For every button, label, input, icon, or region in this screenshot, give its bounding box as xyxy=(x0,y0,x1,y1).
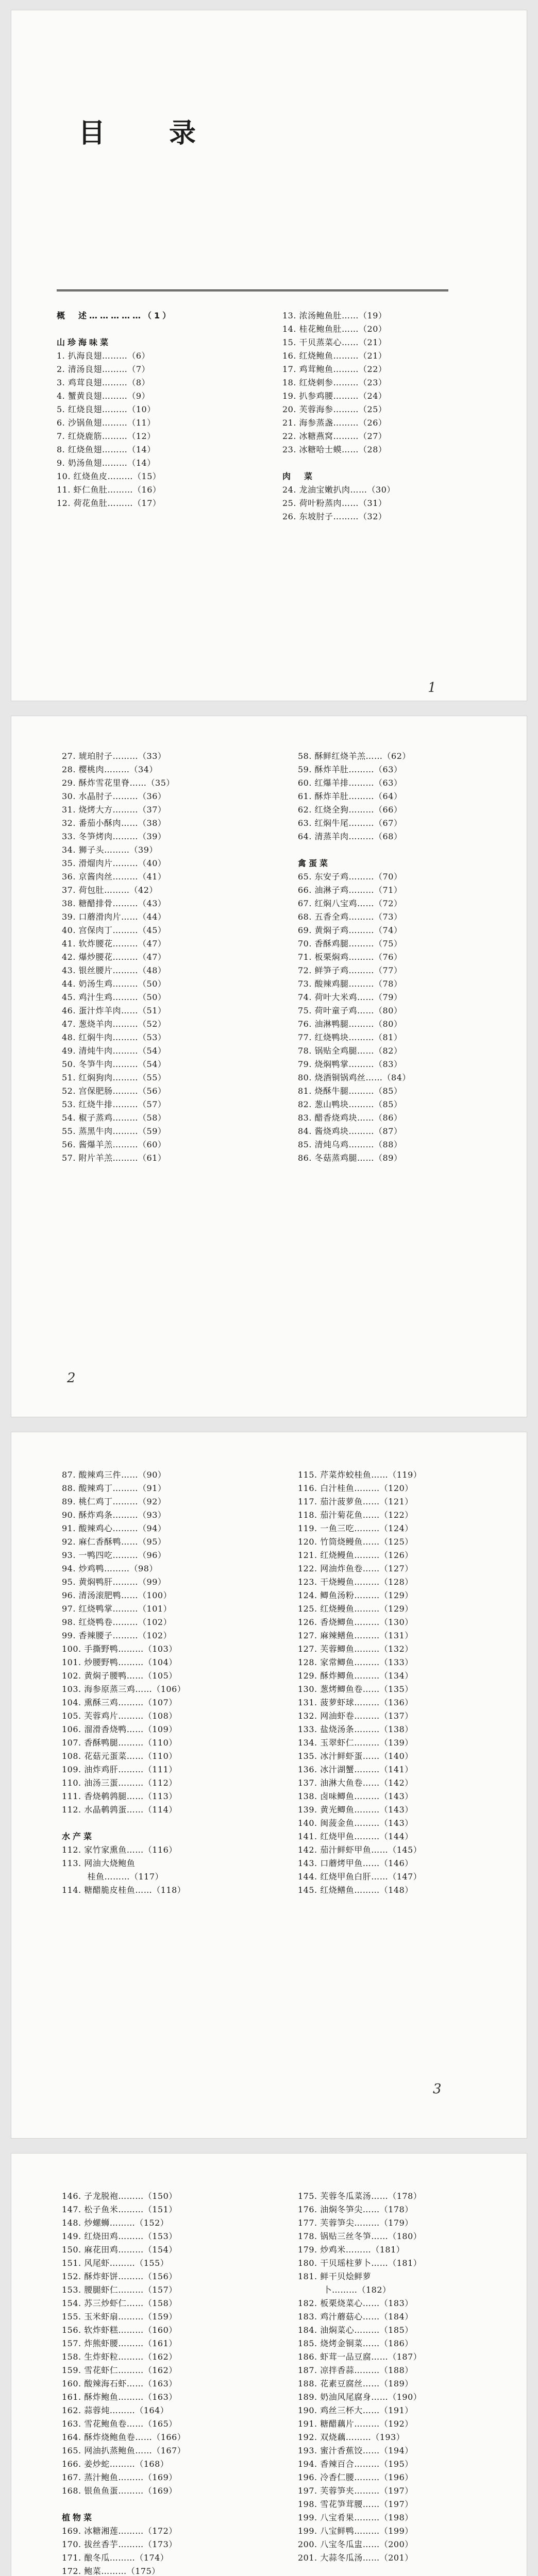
toc-entry[interactable]: 185. 烧烤金铜菜……（186） xyxy=(298,2338,413,2348)
toc-entry[interactable]: 126. 香烧鲫鱼………（130） xyxy=(298,1617,413,1627)
toc-entry[interactable]: 176. 油焖冬笋尖……（178） xyxy=(298,2205,413,2214)
toc-entry[interactable]: 8. 红烧鱼翅………（14） xyxy=(57,445,156,454)
toc-entry[interactable]: 77. 红烧鸭块………（81） xyxy=(298,1032,402,1042)
toc-entry[interactable]: 139. 黄光鲫鱼………（143） xyxy=(298,1805,413,1815)
section-heading[interactable]: 山珍海味菜 xyxy=(57,337,111,347)
toc-entry[interactable]: 94. 炒鸡鸭………（98） xyxy=(62,1564,158,1573)
toc-entry[interactable]: 14. 桂花鲍鱼肚……（20） xyxy=(282,324,387,334)
page-number: 1 xyxy=(428,680,436,696)
spacer xyxy=(298,2565,422,2576)
toc-entry[interactable]: 167. 蒸汁鲍鱼………（169） xyxy=(62,2472,177,2482)
toc-entry[interactable]: 198. 雪花笋茸腰……（197） xyxy=(298,2499,413,2509)
toc-entry[interactable]: 40. 宫保肉丁………（45） xyxy=(62,925,166,935)
toc-entry[interactable]: 91. 酸辣鸡心………（94） xyxy=(62,1523,166,1533)
toc-entry[interactable]: 107. 香酥鸭腿………（110） xyxy=(62,1738,177,1748)
toc-entry[interactable]: 101. 炒腰野鸭………（104） xyxy=(62,1657,177,1667)
spacer xyxy=(62,1817,186,1830)
toc-entry[interactable]: 34. 狮子头………（39） xyxy=(62,845,158,855)
toc-entry[interactable]: 81. 烧酥牛腿………（85） xyxy=(298,1086,402,1096)
spacer xyxy=(62,2498,186,2511)
toc-entry[interactable]: 10. 红烧鱼皮………（15） xyxy=(57,471,161,481)
toc-entry[interactable]: 162. 蒜蓉炖………（164） xyxy=(62,2405,169,2415)
toc-entry[interactable]: 177. 芙蓉笋尖………（179） xyxy=(298,2218,413,2228)
toc-column xyxy=(57,309,173,510)
toc-entry[interactable]: 7. 红烧鹿筋………（12） xyxy=(57,431,156,441)
toc-entry[interactable]: 38. 糖醋排骨………（43） xyxy=(62,899,166,908)
title-rule xyxy=(57,290,448,291)
toc-entry[interactable]: 52. 宫保肥肠………（56） xyxy=(62,1086,166,1096)
toc-entry[interactable]: 59. 酥炸羊肚………（63） xyxy=(298,765,402,774)
toc-entry[interactable]: 88. 酸辣鸡丁………（91） xyxy=(62,1483,166,1493)
toc-entry[interactable]: 117. 茄汁菠萝鱼……（121） xyxy=(298,1497,413,1506)
toc-entry[interactable]: 12. 荷花鱼肚………（17） xyxy=(57,498,161,508)
toc-entry[interactable]: 62. 红烧全狗………（66） xyxy=(298,805,402,815)
toc-entry[interactable]: 37. 荷包肚………（42） xyxy=(62,885,158,895)
toc-entry[interactable]: 194. 香辣百合………（195） xyxy=(298,2459,413,2469)
toc-entry[interactable]: 108. 花菇元蛋菜……（110） xyxy=(62,1751,177,1761)
toc-entry[interactable]: 4. 蟹黄良翅………（9） xyxy=(57,391,150,401)
toc-entry[interactable]: 141. 红烧甲鱼………（144） xyxy=(298,1832,413,1841)
toc-entry[interactable]: 26. 东坡肘子………（32） xyxy=(282,512,387,521)
page-number: 3 xyxy=(433,2081,442,2097)
toc-entry[interactable]: 95. 黄焖鸭肝………（99） xyxy=(62,1577,166,1587)
toc-entry[interactable]: 75. 荷叶童子鸡……（80） xyxy=(298,1006,402,1015)
toc-column xyxy=(298,750,411,1165)
toc-entry[interactable]: 56. 酱爆羊羔………（60） xyxy=(62,1140,166,1149)
toc-entry[interactable]: 172. 鲍菜………（175） xyxy=(62,2566,160,2576)
toc-entry[interactable]: 6. 沙锅鱼翅………（11） xyxy=(57,418,156,428)
toc-entry[interactable]: 115. 芹菜炸蛟桂鱼……（119） xyxy=(298,1470,422,1480)
toc-entry[interactable]: 144. 红烧甲鱼白肝……（147） xyxy=(298,1872,422,1882)
toc-entry[interactable]: 182. 板栗烧菜心……（183） xyxy=(298,2298,413,2308)
toc-entry[interactable]: 89. 桃仁鸡丁………（92） xyxy=(62,1497,166,1506)
toc-entry[interactable]: 78. 锅贴全鸡腿……（82） xyxy=(298,1046,402,1056)
toc-entry[interactable]: 35. 滑熘肉片………（40） xyxy=(62,858,166,868)
toc-entry[interactable]: 118. 茄汁菊花鱼……（122） xyxy=(298,1510,413,1520)
toc-column xyxy=(298,1468,422,1897)
toc-entry[interactable]: 199. 八宝肴果………（198） xyxy=(298,2513,413,2522)
toc-entry[interactable]: 16. 红烧鲍鱼………（21） xyxy=(282,351,387,361)
toc-entry[interactable]: 168. 银鱼鱼蛋………（169） xyxy=(62,2486,177,2496)
toc-entry[interactable]: 25. 荷叶粉蒸肉……（31） xyxy=(282,498,387,508)
toc-entry[interactable]: 21. 海参蒸盏………（26） xyxy=(282,418,387,428)
toc-entry[interactable]: 157. 炸熊虾腰………（161） xyxy=(62,2338,177,2348)
spacer xyxy=(57,323,173,336)
toc-entry[interactable]: 151. 风尾虾………（155） xyxy=(62,2258,169,2268)
toc-entry[interactable]: 47. 葱烧羊肉………（52） xyxy=(62,1019,166,1029)
toc-column xyxy=(282,309,395,523)
toc-entry[interactable]: 160. 酸辣海石虾……（163） xyxy=(62,2379,177,2388)
section-heading[interactable]: 水产菜 xyxy=(62,1832,95,1841)
toc-entry[interactable]: 73. 酸辣鸡腿………（78） xyxy=(298,979,402,989)
toc-entry[interactable]: 66. 油淋子鸡………（71） xyxy=(298,885,402,895)
toc-entry[interactable]: 27. 琥珀肘子………（33） xyxy=(62,751,166,761)
toc-entry[interactable]: 72. 鲜笋子鸡………（77） xyxy=(298,965,402,975)
toc-entry[interactable]: 1. 扒海良翅………（6） xyxy=(57,351,150,361)
toc-entry[interactable]: 20. 芙蓉海参………（25） xyxy=(282,404,387,414)
toc-entry[interactable]: 148. 炒螺蛳………（152） xyxy=(62,2218,169,2228)
toc-entry[interactable]: 116. 白汁桂鱼………（120） xyxy=(298,1483,413,1493)
toc-entry[interactable]: 46. 蛋汁炸羊肉……（51） xyxy=(62,1006,166,1015)
toc-entry[interactable]: 124. 鲫鱼汤粉………（129） xyxy=(298,1590,413,1600)
toc-entry[interactable]: 199. 八宝鲜鸭………（199） xyxy=(298,2526,413,2536)
spacer xyxy=(298,843,411,857)
toc-entry[interactable]: 85. 清炖乌鸡………（88） xyxy=(298,1140,402,1149)
toc-entry[interactable]: 138. 卤味鲫鱼………（143） xyxy=(298,1791,413,1801)
toc-entry[interactable]: 200. 八宝冬瓜盅……（200） xyxy=(298,2539,413,2549)
toc-entry[interactable]: 67. 红焖八宝鸡……（72） xyxy=(298,899,402,908)
toc-entry[interactable]: 92. 麻仁香酥鸭……（95） xyxy=(62,1537,166,1547)
toc-entry[interactable]: 114. 糖醋脆皮桂鱼……（118） xyxy=(62,1885,186,1895)
toc-entry[interactable]: 137. 油淋大鱼卷……（142） xyxy=(298,1778,413,1788)
toc-entry[interactable]: 192. 双烧藕………（193） xyxy=(298,2432,405,2442)
toc-entry[interactable]: 175. 芙蓉冬瓜菜汤……（178） xyxy=(298,2191,422,2201)
toc-entry[interactable]: 76. 油淋鸭腿………（80） xyxy=(298,1019,402,1029)
toc-entry[interactable]: 卜………（182） xyxy=(298,2285,391,2295)
toc-entry[interactable]: 187. 凉拌香蒜………（188） xyxy=(298,2365,413,2375)
toc-entry[interactable]: 132. 网油虾卷………（137） xyxy=(298,1711,413,1721)
toc-entry[interactable]: 53. 红烧牛排………（57） xyxy=(62,1099,166,1109)
toc-entry[interactable]: 166. 姜炒蛇………（168） xyxy=(62,2459,169,2469)
toc-entry[interactable]: 164. 酥炸烧鲍鱼卷……（166） xyxy=(62,2432,186,2442)
toc-entry[interactable]: 30. 水晶肘子………（36） xyxy=(62,791,166,801)
toc-entry[interactable]: 105. 芙蓉鸡片………（108） xyxy=(62,1711,177,1721)
toc-entry[interactable]: 54. 椒子蒸鸡………（58） xyxy=(62,1113,166,1123)
toc-entry[interactable]: 39. 口蘑滑肉片……（44） xyxy=(62,912,166,922)
toc-entry[interactable]: 5. 红烧良翅………（10） xyxy=(57,404,156,414)
toc-entry[interactable]: 28. 樱桃肉………（34） xyxy=(62,765,158,774)
toc-entry[interactable]: 142. 茄汁鲜虾甲鱼……（145） xyxy=(298,1845,422,1855)
toc-entry[interactable]: 60. 红爆羊排………（63） xyxy=(298,778,402,788)
toc-entry[interactable]: 22. 冰糖燕窝………（27） xyxy=(282,431,387,441)
toc-entry[interactable]: 184. 油焖菜心………（185） xyxy=(298,2325,413,2335)
toc-entry[interactable]: 188. 花素豆腐丝……（189） xyxy=(298,2379,413,2388)
toc-entry[interactable]: 143. 口蘑烤甲鱼……（146） xyxy=(298,1858,413,1868)
toc-entry[interactable]: 120. 竹筒烧鳗鱼……（125） xyxy=(298,1537,413,1547)
toc-entry[interactable]: 201. 大蒜冬瓜汤……（201） xyxy=(298,2553,413,2563)
toc-entry[interactable]: 44. 奶汤生鸡………（50） xyxy=(62,979,166,989)
toc-entry[interactable]: 129. 酥炸鲫鱼………（134） xyxy=(298,1671,413,1681)
toc-entry[interactable]: 96. 清汤滚肥鸭……（100） xyxy=(62,1590,172,1600)
section-heading[interactable]: 肉 菜 xyxy=(282,471,315,481)
toc-column xyxy=(298,2190,422,2576)
toc-entry[interactable]: 189. 奶油风尾腐身……（190） xyxy=(298,2392,422,2402)
toc-entry[interactable]: 36. 京酱肉丝………（41） xyxy=(62,872,166,882)
page-title: 目 录 xyxy=(78,118,215,149)
toc-entry[interactable]: 123. 干烧鳗鱼………（128） xyxy=(298,1577,413,1587)
toc-entry[interactable]: 191. 糖醋藕片………（192） xyxy=(298,2419,413,2429)
toc-entry[interactable]: 136. 冰汁湖蟹………（141） xyxy=(298,1765,413,1774)
toc-entry[interactable]: 3. 鸡茸良翅………（8） xyxy=(57,378,150,387)
toc-entry[interactable]: 79. 烧焖鸭掌………（83） xyxy=(298,1059,402,1069)
toc-entry[interactable]: 17. 鸡茸鲍鱼………（22） xyxy=(282,364,387,374)
toc-entry[interactable]: 128. 家常鲫鱼………（133） xyxy=(298,1657,413,1667)
toc-entry[interactable]: 103. 海参原蒸三鸡……（106） xyxy=(62,1684,186,1694)
toc-entry[interactable]: 134. 玉翠虾仁………（139） xyxy=(298,1738,413,1748)
toc-entry[interactable]: 133. 盐烧汤条………（138） xyxy=(298,1724,413,1734)
toc-entry[interactable]: 106. 溜滑香烧鸭……（109） xyxy=(62,1724,177,1734)
toc-entry[interactable]: 165. 网油扒蒸鲍鱼……（167） xyxy=(62,2446,186,2455)
toc-entry[interactable]: 65. 东安子鸡………（70） xyxy=(298,872,402,882)
toc-entry[interactable]: 161. 酥炸鲍鱼………（163） xyxy=(62,2392,177,2402)
toc-entry[interactable]: 82. 葱山鸭块………（85） xyxy=(298,1099,402,1109)
toc-column xyxy=(62,1468,186,1897)
toc-entry[interactable]: 61. 酥炸羊肚………（64） xyxy=(298,791,402,801)
toc-entry[interactable]: 156. 软炸虾糕………（160） xyxy=(62,2325,177,2335)
toc-entry[interactable]: 32. 番茄小酥肉……（38） xyxy=(62,818,166,828)
toc-entry[interactable]: 190. 鸡丝三杯大……（191） xyxy=(298,2405,413,2415)
toc-entry[interactable]: 64. 清蒸羊肉………（68） xyxy=(298,832,402,841)
toc-entry[interactable]: 179. 炒鸡米………（181） xyxy=(298,2245,405,2255)
toc-entry[interactable]: 113. 网油大烧鲍鱼 xyxy=(62,1858,136,1868)
toc-entry[interactable]: 146. 子龙脱袍………（150） xyxy=(62,2191,177,2201)
toc-column xyxy=(62,2190,186,2576)
toc-entry[interactable]: 29. 酥炸雪花里脊……（35） xyxy=(62,778,175,788)
toc-entry[interactable]: 158. 生炸虾粒………（162） xyxy=(62,2352,177,2362)
toc-entry[interactable]: 57. 附片羊羔………（61） xyxy=(62,1153,166,1163)
toc-entry[interactable]: 109. 油炸鸡肝………（111） xyxy=(62,1765,177,1774)
toc-entry[interactable]: 163. 雪花鲍鱼卷……（165） xyxy=(62,2419,177,2429)
toc-entry[interactable]: 119. 一鱼三吃………（124） xyxy=(298,1523,413,1533)
toc-entry[interactable]: 71. 板栗焖鸡………（76） xyxy=(298,952,402,962)
toc-entry[interactable]: 135. 冰汁鲜虾蛋……（140） xyxy=(298,1751,413,1761)
spacer xyxy=(282,456,395,470)
toc-entry[interactable]: 86. 冬菇蒸鸡腿……（89） xyxy=(298,1153,402,1163)
toc-entry[interactable]: 11. 虾仁鱼肚………（16） xyxy=(57,485,161,495)
toc-entry[interactable]: 145. 红烧鳝鱼………（148） xyxy=(298,1885,413,1895)
toc-column xyxy=(62,750,175,1165)
toc-entry[interactable]: 140. 闽菠金鱼………（143） xyxy=(298,1818,413,1828)
toc-entry[interactable]: 121. 红烧鳗鱼………（126） xyxy=(298,1550,413,1560)
toc-entry[interactable]: 74. 荷叶大米鸡……（79） xyxy=(298,992,402,1002)
toc-entry[interactable]: 33. 冬笋烤肉………（39） xyxy=(62,832,166,841)
toc-entry[interactable]: 193. 蜜汁香蕉饺……（194） xyxy=(298,2446,413,2455)
toc-entry[interactable]: 24. 龙油宝嫩扒肉……（30） xyxy=(282,485,395,495)
toc-entry[interactable]: 112. 家竹家熏鱼……（116） xyxy=(62,1845,177,1855)
toc-entry[interactable]: 69. 黄焖子鸡………（74） xyxy=(298,925,402,935)
section-heading[interactable]: 禽蛋菜 xyxy=(298,858,331,868)
toc-entry[interactable]: 98. 红烧鸭卷………（102） xyxy=(62,1617,172,1627)
toc-entry[interactable]: 49. 清炖牛肉………（54） xyxy=(62,1046,166,1056)
toc-entry[interactable]: 196. 冷香仁腰………（196） xyxy=(298,2472,413,2482)
toc-entry[interactable]: 104. 熏酥三鸡………（107） xyxy=(62,1698,177,1707)
toc-entry[interactable]: 149. 红烧田鸡………（153） xyxy=(62,2231,177,2241)
toc-entry[interactable]: 99. 香辣腰子………（102） xyxy=(62,1631,172,1640)
title-rule-thin xyxy=(57,291,448,292)
toc-entry[interactable]: 122. 网油炸鱼卷……（127） xyxy=(298,1564,413,1573)
toc-entry[interactable]: 186. 虾茸一品豆腐……（187） xyxy=(298,2352,422,2362)
toc-entry[interactable]: 50. 冬笋牛肉………（54） xyxy=(62,1059,166,1069)
toc-entry[interactable]: 178. 锅贴三丝冬笋……（180） xyxy=(298,2231,422,2241)
toc-entry[interactable]: 147. 松子鱼米………（151） xyxy=(62,2205,177,2214)
section-heading[interactable]: 植物菜 xyxy=(62,2513,95,2522)
toc-entry[interactable]: 18. 红烧刺参………（23） xyxy=(282,378,387,387)
toc-entry[interactable]: 41. 软炸腰花………（47） xyxy=(62,939,166,948)
toc-entry[interactable]: 桂鱼………（117） xyxy=(62,1872,164,1882)
toc-entry[interactable]: 171. 酿冬瓜………（174） xyxy=(62,2553,169,2563)
toc-entry[interactable]: 169. 冰糖湘莲………（172） xyxy=(62,2526,177,2536)
toc-entry[interactable]: 155. 玉米虾扇………（159） xyxy=(62,2312,177,2321)
toc-entry[interactable]: 63. 红焖牛尾………（67） xyxy=(298,818,402,828)
page-number: 2 xyxy=(67,1370,76,1386)
toc-entry[interactable]: 159. 雪花虾仁………（162） xyxy=(62,2365,177,2375)
toc-entry[interactable]: 70. 香酥鸡腿………（75） xyxy=(298,939,402,948)
toc-entry[interactable]: 127. 芙蓉鲫鱼………（132） xyxy=(298,1644,413,1654)
toc-entry[interactable]: 197. 芙蓉笋夹………（197） xyxy=(298,2486,413,2496)
toc-entry[interactable]: 48. 红焖牛肉………（53） xyxy=(62,1032,166,1042)
toc-entry[interactable]: 102. 黄焖子腰鸭……（105） xyxy=(62,1671,177,1681)
toc-entry[interactable]: 150. 麻花田鸡………（154） xyxy=(62,2245,177,2255)
section-heading[interactable]: 概 述……………（1） xyxy=(57,311,174,320)
toc-entry[interactable]: 127. 麻辣鳝鱼………（131） xyxy=(298,1631,413,1640)
toc-entry[interactable]: 23. 冰糖哈士蟆……（28） xyxy=(282,445,387,454)
toc-entry[interactable]: 154. 苏三炒虾仁……（158） xyxy=(62,2298,177,2308)
toc-entry[interactable]: 19. 扒参鸡腰………（24） xyxy=(282,391,387,401)
toc-entry[interactable]: 83. 醋香烧鸡块……（86） xyxy=(298,1113,402,1123)
toc-entry[interactable]: 111. 香烧鹌鹑腿……（113） xyxy=(62,1791,177,1801)
toc-entry[interactable]: 58. 酥鲜红烧羊羔……（62） xyxy=(298,751,411,761)
toc-entry[interactable]: 31. 烧烤大方………（37） xyxy=(62,805,166,815)
toc-entry[interactable]: 13. 浓汤鲍鱼肚……（19） xyxy=(282,311,387,320)
toc-entry[interactable]: 125. 红烧鳗鱼………（129） xyxy=(298,1604,413,1614)
toc-entry[interactable]: 15. 干贝蒸菜心……（21） xyxy=(282,337,387,347)
toc-entry[interactable]: 80. 烧酒铜锅鸡丝……（84） xyxy=(298,1073,411,1082)
toc-entry[interactable]: 45. 鸡汁生鸡………（50） xyxy=(62,992,166,1002)
toc-entry[interactable]: 55. 蒸黑牛肉………（59） xyxy=(62,1126,166,1136)
toc-entry[interactable]: 93. 一鸭四吃………（96） xyxy=(62,1550,166,1560)
toc-entry[interactable]: 90. 酥炸鸡条………（93） xyxy=(62,1510,166,1520)
toc-entry[interactable]: 131. 菠萝虾球………（136） xyxy=(298,1698,413,1707)
toc-entry[interactable]: 2. 清汤良翅………（7） xyxy=(57,364,150,374)
toc-entry[interactable]: 51. 红焖狗肉………（55） xyxy=(62,1073,166,1082)
toc-entry[interactable]: 181. 鲜干贝烩鲜萝 xyxy=(298,2272,372,2281)
toc-entry[interactable]: 110. 油汤三蛋………（112） xyxy=(62,1778,177,1788)
toc-entry[interactable]: 68. 五香全鸡………（73） xyxy=(298,912,402,922)
toc-entry[interactable]: 43. 银丝腰片………（48） xyxy=(62,965,166,975)
toc-entry[interactable]: 153. 腰腿虾仁………（157） xyxy=(62,2285,177,2295)
toc-entry[interactable]: 84. 酱烧鸡块………（87） xyxy=(298,1126,402,1136)
toc-entry[interactable]: 42. 爆炒腰花………（47） xyxy=(62,952,166,962)
toc-entry[interactable]: 87. 酸辣鸡三件……（90） xyxy=(62,1470,166,1480)
toc-entry[interactable]: 152. 酥炸虾饼………（156） xyxy=(62,2272,177,2281)
toc-entry[interactable]: 100. 手撕野鸭………（103） xyxy=(62,1644,177,1654)
toc-entry[interactable]: 180. 干贝瑶柱萝卜……（181） xyxy=(298,2258,422,2268)
toc-entry[interactable]: 112. 水晶鹌鹑蛋……（114） xyxy=(62,1805,177,1815)
toc-entry[interactable]: 97. 红烧鸭掌………（101） xyxy=(62,1604,172,1614)
toc-entry[interactable]: 170. 拔丝香芋………（173） xyxy=(62,2539,177,2549)
toc-entry[interactable]: 9. 奶汤鱼翅………（14） xyxy=(57,458,156,468)
toc-entry[interactable]: 130. 葱烤鲫鱼卷……（135） xyxy=(298,1684,413,1694)
toc-entry[interactable]: 183. 鸡汁蘑菇心……（184） xyxy=(298,2312,413,2321)
